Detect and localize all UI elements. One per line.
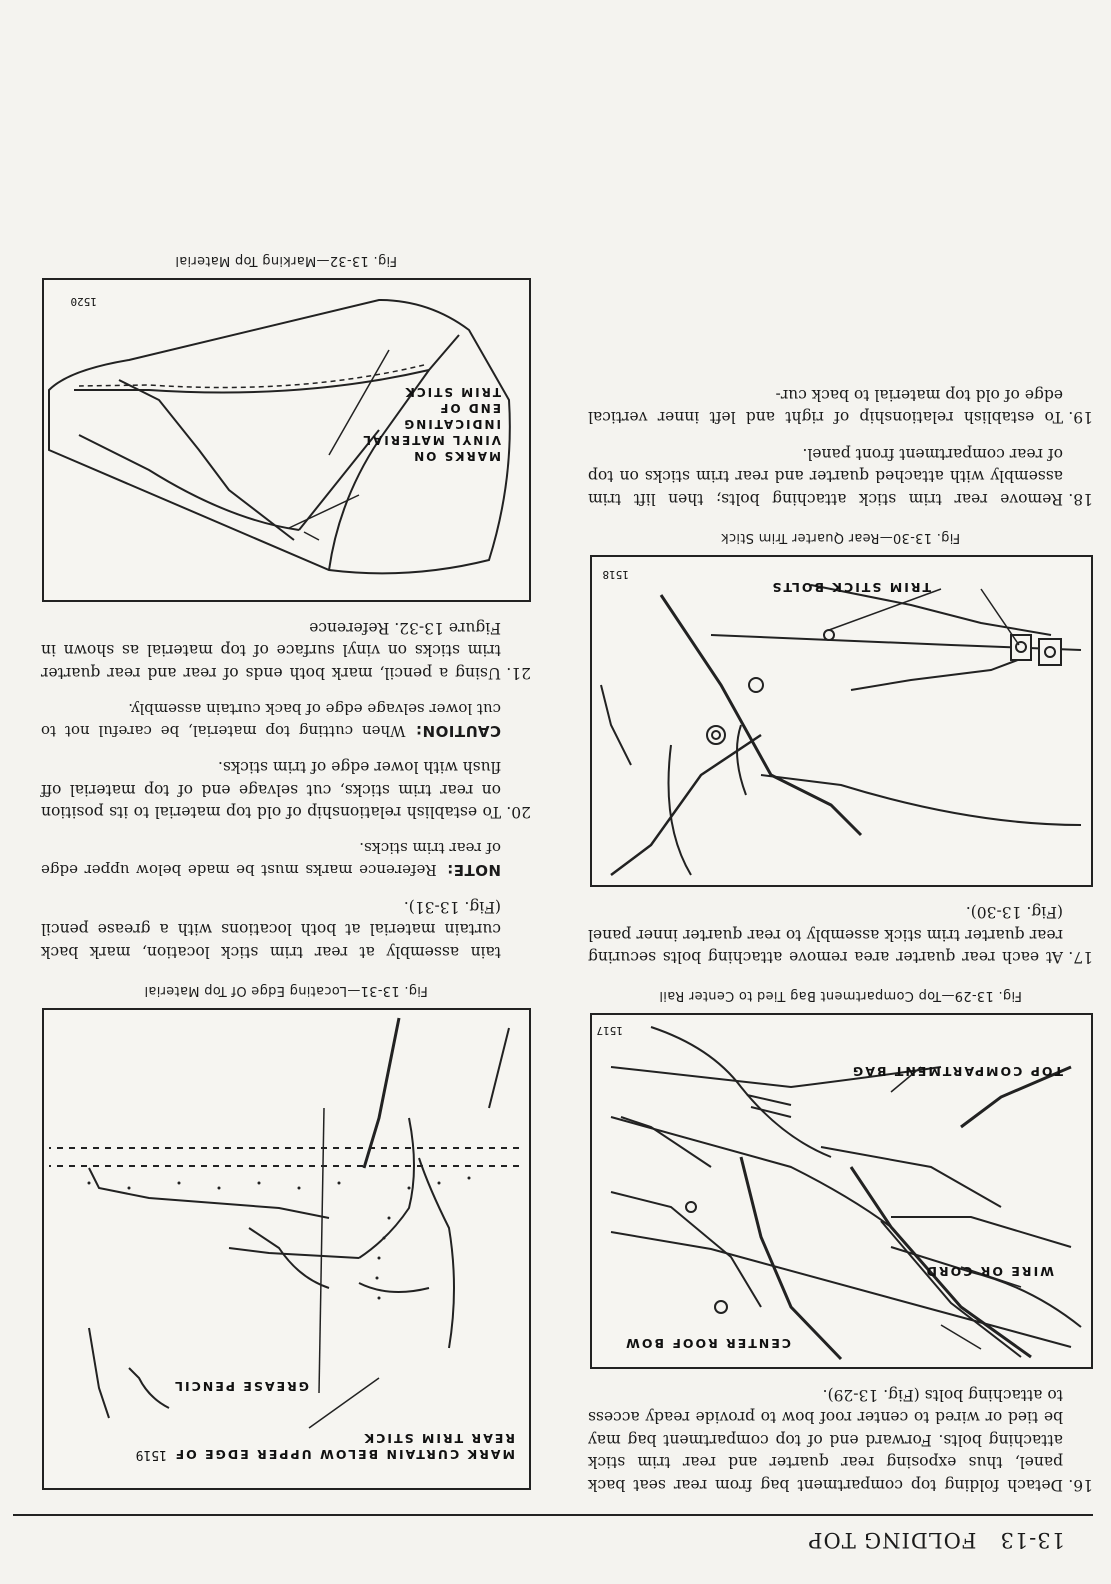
figure-13-29 xyxy=(590,1014,1093,1370)
page-number: 13-13 xyxy=(999,1528,1065,1552)
figure-13-31 xyxy=(42,1008,531,1490)
caption-13-30: Fig. 13-30—Rear Quarter Trim Stick xyxy=(720,530,961,545)
header-rule xyxy=(13,1514,1093,1516)
figure-13-31-illustration xyxy=(44,1010,529,1488)
callout-marks-on-vinyl: MARKS ON VINYL MATERIAL INDICATING END OF TRIM STICK xyxy=(361,385,501,464)
left-column xyxy=(588,370,1093,1497)
step-text: Remove rear trim stick attaching bolts; then lift trim assembly with attached quarter and rear trim sticks on top of rear compartment front panel. xyxy=(588,445,1063,508)
step-19-continued xyxy=(41,896,501,964)
page-folio xyxy=(807,1528,1065,1552)
callout-center-roof-bow: CENTER ROOF BOW xyxy=(624,1336,791,1352)
caption-13-29: Fig. 13-29—Top Compartment Bag Tied to Center Rail xyxy=(659,988,1022,1004)
figure-13-30 xyxy=(590,555,1093,887)
step-19 xyxy=(588,384,1093,429)
caution-label: CAUTION: xyxy=(415,722,501,740)
figure-number: 1518 xyxy=(602,568,629,581)
step-16 xyxy=(588,1384,1093,1497)
step-number: 17. xyxy=(1068,948,1093,967)
step-text: Using a pencil, mark both ends of rear and rear quarter trim sticks on vinyl surface of top material as shown in Figure 13-32. Reference xyxy=(41,619,501,682)
note-text: Reference marks must be made below upper edge of rear trim sticks. xyxy=(41,839,501,880)
step-number: 20. xyxy=(506,803,531,822)
step-number: 16. xyxy=(1068,1476,1093,1494)
step-20 xyxy=(41,756,531,824)
callout-trim-stick-bolts: TRIM STICK BOLTS xyxy=(770,580,931,595)
caption-13-31: Fig. 13-31—Locating Edge Of Top Material xyxy=(144,983,428,998)
caution-text: When cutting top material, be careful not to cut lower selvage edge of back curtain assembly. xyxy=(41,700,501,740)
callout-grease-pencil: GREASE PENCIL xyxy=(173,1379,309,1394)
section-title: FOLDING TOP xyxy=(807,1528,977,1552)
callout-wire-or-cord: WIRE OR CORD xyxy=(924,1264,1054,1280)
step-text: To establish relationship of old top material to its position on rear trim sticks, cut selvage end of top material off flush with lower edge of trim sticks. xyxy=(41,758,501,822)
step-18 xyxy=(588,443,1093,511)
callout-top-compartment-bag: TOP COMPARTMENT BAG xyxy=(851,1064,1063,1080)
step-text: At each rear quarter area remove attaching bolts securing rear quarter trim stick assembly to rear quarter inner panel (Fig. 13-30). xyxy=(588,903,1063,967)
note-block xyxy=(41,838,501,882)
page-header xyxy=(33,1516,1093,1566)
note-label: NOTE: xyxy=(446,861,501,880)
step-text: Detach folding top compartment bag from rear seat back panel, thus exposing rear quarter and rear trim stick attaching bolts. Forward end of top compartment bag may be tied or wired to center roof bow to provide ready access to attaching bolts (Fig. 13-29). xyxy=(588,1386,1063,1494)
step-number: 18. xyxy=(1068,490,1093,508)
right-column xyxy=(41,234,531,1497)
figure-13-32 xyxy=(42,279,531,603)
step-number: 19. xyxy=(1068,408,1093,427)
step-text: To establish relationship of right and left inner vertical edge of old top material to back cur- xyxy=(588,386,1063,427)
step-17 xyxy=(588,901,1093,969)
figure-number: 1519 xyxy=(135,1447,167,1462)
caution-block xyxy=(41,698,501,742)
step-number: 21. xyxy=(506,664,531,682)
figure-number: 1520 xyxy=(70,295,97,309)
figure-number: 1517 xyxy=(596,1024,623,1038)
figure-13-30-illustration xyxy=(592,557,1091,885)
step-21 xyxy=(41,617,531,685)
caption-13-32: Fig. 13-32—Marking Top Material xyxy=(175,253,397,269)
step-text: tain assembly at rear trim stick location, mark back curtain material at both locations with a grease pencil (Fig. 13-31). xyxy=(41,898,501,961)
callout-mark-curtain: MARK CURTAIN BELOW UPPER EDGE OF REAR TRIM STICK xyxy=(173,1431,515,1462)
